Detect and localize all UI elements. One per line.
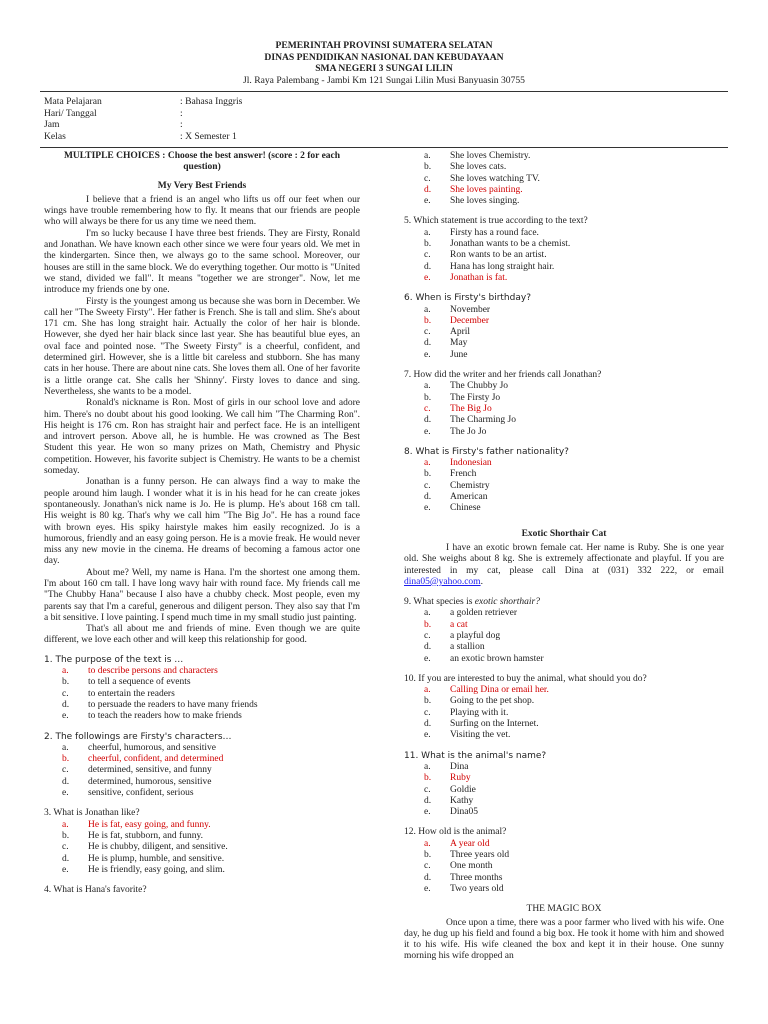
option-letter: e. <box>62 864 69 875</box>
option-letter: a. <box>424 151 431 161</box>
answer-option[interactable] <box>404 719 724 730</box>
option-text: Chinese <box>450 503 481 514</box>
answer-option[interactable] <box>404 642 724 653</box>
answer-option[interactable] <box>404 785 724 796</box>
option-text: The Big Jo <box>450 403 492 414</box>
option-letter: e. <box>424 730 431 741</box>
answer-option[interactable] <box>44 865 360 876</box>
story-paragraph: That's all about me and friends of mine. Even though we are quite different, we love each other and will keep this relationship for good. <box>44 624 360 646</box>
answer-option[interactable] <box>404 262 724 273</box>
option-text: The Charming Jo <box>450 415 516 426</box>
answer-option[interactable] <box>404 608 724 619</box>
story-paragraph: I'm so lucky because I have three best friends. They are Firsty, Ronald and Jonathan. We have known each other since we were four years old. We met in the kindergarten. Since then, we always go to the same school. Moreover, our houses are still in the same block. We do everything together. Our motto is "United we stand, divided we fall". It means "together we are stronger". Now, let me introduce my friends one by one. <box>44 228 360 296</box>
question <box>404 293 724 361</box>
answer-option[interactable] <box>44 765 360 776</box>
option-text: a cat <box>450 619 468 630</box>
story-title: Exotic Shorthair Cat <box>521 528 607 539</box>
option-text: May <box>450 338 468 349</box>
question-text <box>404 674 724 685</box>
option-letter: a. <box>62 742 69 753</box>
answer-option[interactable] <box>404 730 724 741</box>
story-text: I have an exotic brown female cat. Her name is Ruby. She is one year old. She weighs about 8 kg. She is extremely affectionate and playful. If you are interested in my cat, please call Dina at (031) 332 222, or email <box>404 542 724 576</box>
question-text <box>404 293 724 304</box>
option-text: Dina05 <box>450 807 478 818</box>
letterhead-address: Jl. Raya Palembang - Jambi Km 121 Sungai Lilin Musi Banyuasin 30755 <box>243 74 525 86</box>
option-text: a golden retriever <box>450 608 517 619</box>
answer-option[interactable] <box>404 685 724 696</box>
option-letter: d. <box>424 795 432 806</box>
option-text: She loves painting. <box>450 184 523 195</box>
info-value: : <box>180 107 183 119</box>
question <box>404 827 724 895</box>
option-text: to tell a sequence of events <box>88 677 191 688</box>
option-text: Ron wants to be an artist. <box>450 250 547 261</box>
question <box>44 655 360 723</box>
answer-option[interactable] <box>44 754 360 765</box>
letterhead-line-1: PEMERINTAH PROVINSI SUMATERA SELATAN <box>275 40 493 51</box>
answer-option[interactable] <box>404 151 724 162</box>
answer-option[interactable] <box>404 338 724 349</box>
answer-option[interactable] <box>44 666 360 677</box>
question-text <box>44 808 360 819</box>
question <box>404 751 724 819</box>
info-key: Mata Pelajaran <box>44 96 102 107</box>
option-letter: e. <box>62 711 69 722</box>
option-text: cheerful, humorous, and sensitive <box>88 742 216 753</box>
option-text: The Chubby Jo <box>450 381 509 392</box>
answer-option[interactable] <box>404 839 724 850</box>
question <box>404 597 724 665</box>
answer-option[interactable] <box>404 873 724 884</box>
option-letter: e. <box>424 883 431 894</box>
option-text: He is friendly, easy going, and slim. <box>88 864 225 875</box>
question-text <box>44 655 360 666</box>
answer-option[interactable] <box>404 250 724 261</box>
option-text: Two years old <box>450 883 504 894</box>
option-text: Three months <box>450 872 503 883</box>
option-letter: c. <box>424 707 431 718</box>
option-letter: e. <box>424 807 431 818</box>
story-paragraph: Jonathan is a funny person. He can always find a way to make the people around him laugh. I wonder what it is in his head for he can create jokes spontaneously. Jonathan's nick name is Jo. He is plump. He's about 168 cm tall. His weight is 80 kg. That's why we call him "The Big Jo". He has a round face with brown eyes. His spiky hairstyle makes him easily recognized. Jo is a humorous, friendly and an easy going person. He is a movie freak. He would never miss any new movie in the cinema. He dreams of becoming a famous actor one day. <box>44 477 360 567</box>
story-body <box>44 195 360 647</box>
answer-option[interactable] <box>404 239 724 250</box>
option-text: June <box>450 349 468 360</box>
story-body: Once upon a time, there was a poor farmer who lived with his wife. One day, he dug up his field and found a big box. He took it home with him and showed it to his wife. His wife cleaned the box and kept it in their house. One sunny morning his wife dropped an <box>404 917 724 962</box>
question-stem: 9. What species is <box>404 597 475 608</box>
option-letter: b. <box>62 754 70 765</box>
story-title: THE MAGIC BOX <box>526 904 602 915</box>
question <box>404 370 724 438</box>
option-text: December <box>450 315 490 326</box>
answer-option[interactable] <box>404 415 724 426</box>
option-letter: c. <box>424 630 431 641</box>
option-text: sensitive, confident, serious <box>88 788 194 799</box>
option-letter: b. <box>424 239 432 250</box>
question-text <box>44 732 360 743</box>
option-text: Ruby <box>450 773 471 784</box>
answer-option[interactable] <box>44 743 360 754</box>
option-letter: e. <box>424 653 431 664</box>
answer-option[interactable] <box>404 631 724 642</box>
answer-option[interactable] <box>44 677 360 688</box>
option-letter: c. <box>424 403 431 414</box>
story-paragraph: About me? Well, my name is Hana. I'm the shortest one among them. I'm about 160 cm tall. I have long wavy hair with round face. My friends call me "The Chubby Hana" because I also have a chubby check. Most people, even my parents say that I'm a careful, generous and diligent person. They also say that I'm a bit sensitive. I love painting. I spend much time in my small studio just painting. <box>44 567 360 623</box>
option-letter: e. <box>62 788 69 799</box>
option-text: to persuade the readers to have many friends <box>88 699 258 710</box>
answer-option[interactable] <box>404 404 724 415</box>
option-letter: b. <box>62 830 70 841</box>
option-text: French <box>450 469 477 480</box>
info-key: Kelas <box>44 130 66 142</box>
option-text: The Jo Jo <box>450 426 487 437</box>
option-text: determined, humorous, sensitive <box>88 776 212 787</box>
option-text: to describe persons and characters <box>88 666 218 677</box>
option-text: Dina <box>450 761 469 772</box>
answer-option[interactable] <box>404 620 724 631</box>
answer-option[interactable] <box>404 316 724 327</box>
story-paragraph: I believe that a friend is an angel who lifts us off our feet when our wings have trouble remembering how to fly. It means that our friends are people who will always be there for us any time we need them. <box>44 194 360 228</box>
right-column <box>404 151 724 963</box>
option-letter: a. <box>62 666 69 677</box>
answer-option[interactable] <box>404 228 724 239</box>
option-text: She loves Chemistry. <box>450 151 531 161</box>
question-list-left <box>44 655 360 897</box>
letterhead <box>0 40 768 86</box>
answer-option[interactable] <box>404 481 724 492</box>
info-rule <box>40 147 728 148</box>
option-letter: d. <box>62 853 70 864</box>
option-letter: a. <box>424 381 431 392</box>
option-text: Firsty has a round face. <box>450 227 539 238</box>
answer-option[interactable] <box>404 773 724 784</box>
option-letter: a. <box>424 685 431 696</box>
story-body <box>404 543 724 588</box>
option-letter: d. <box>62 699 70 710</box>
question <box>44 808 360 876</box>
option-letter: e. <box>424 503 431 514</box>
answer-option[interactable] <box>44 711 360 722</box>
question <box>44 885 360 896</box>
answer-option[interactable] <box>44 689 360 700</box>
option-letter: b. <box>424 469 432 480</box>
question-text <box>404 597 724 608</box>
answer-option[interactable] <box>404 796 724 807</box>
option-text: Three years old <box>450 850 510 861</box>
letterhead-line-2: DINAS PENDIDIKAN NASIONAL DAN KEBUDAYAAN <box>264 51 504 63</box>
info-row <box>44 131 242 143</box>
option-text: Kathy <box>450 795 474 806</box>
option-letter: b. <box>424 315 432 326</box>
option-letter: a. <box>424 838 431 849</box>
question-stem: 12. How old is the animal? <box>404 827 507 838</box>
question-stem: 8. What is Firsty's father nationality? <box>404 446 569 457</box>
option-text: Calling Dina or email her. <box>450 685 549 696</box>
info-row <box>44 108 242 120</box>
info-row <box>44 119 242 131</box>
option-letter: b. <box>424 696 432 707</box>
question-stem: 5. Which statement is true according to the text? <box>404 216 588 227</box>
option-text: Chemistry <box>450 480 490 491</box>
answer-option[interactable] <box>404 305 724 316</box>
option-text: The Firsty Jo <box>450 392 501 403</box>
option-text: One month <box>450 861 493 872</box>
question <box>404 216 724 284</box>
answer-option[interactable] <box>404 174 724 185</box>
question-text <box>404 216 724 227</box>
option-letter: e. <box>424 196 431 207</box>
question-stem: 2. The followings are Firsty's characters… <box>44 731 232 742</box>
answer-option[interactable] <box>404 503 724 514</box>
option-text: Jonathan is fat. <box>450 272 508 283</box>
option-text: A year old <box>450 838 490 849</box>
option-letter: e. <box>424 426 431 437</box>
option-letter: c. <box>62 842 69 853</box>
answer-option[interactable] <box>404 327 724 338</box>
option-text: American <box>450 492 488 503</box>
option-letter: e. <box>424 272 431 283</box>
option-text: She loves cats. <box>450 162 507 173</box>
option-text: November <box>450 304 491 315</box>
question-list-right-2 <box>404 597 724 895</box>
answer-option[interactable] <box>44 777 360 788</box>
answer-option[interactable] <box>44 854 360 865</box>
story-paragraph: Ronald's nickname is Ron. Most of girls in our school love and adore him. There's no doubt about his good looking. We call him "The Charming Ron". His height is 176 cm. Ron has straight hair and perfect face. He is an intelligent and introvert person. Above all, he is humble. He was crowned as The Best Student this year. He won so many prizes on Math, Chemistry and Physic competition. However, his favorite subject is Chemistry. He wants to be a chemist someday. <box>44 398 360 477</box>
option-letter: d. <box>424 184 432 195</box>
letterhead-line-3: SMA NEGERI 3 SUNGAI LILIN <box>315 63 453 74</box>
answer-option[interactable] <box>404 492 724 503</box>
email-link[interactable]: dina05@yahoo.com <box>404 576 481 587</box>
option-letter: a. <box>424 608 431 619</box>
question-stem: 11. What is the animal's name? <box>404 750 547 761</box>
answer-option[interactable] <box>404 185 724 196</box>
option-text: Goldie <box>450 784 476 795</box>
option-text: He is fat, easy going, and funny. <box>88 819 211 830</box>
answer-option[interactable] <box>44 842 360 853</box>
question-stem: 10. If you are interested to buy the animal, what should you do? <box>404 673 647 684</box>
exam-info <box>44 96 242 142</box>
option-letter: d. <box>424 719 432 730</box>
answer-option[interactable] <box>404 469 724 480</box>
answer-option[interactable] <box>404 427 724 438</box>
answer-option[interactable] <box>404 458 724 469</box>
option-text: Indonesian <box>450 458 492 469</box>
header-rule <box>40 91 728 92</box>
option-letter: c. <box>62 688 69 699</box>
answer-option[interactable] <box>404 196 724 207</box>
option-letter: d. <box>62 776 70 787</box>
option-text: a stallion <box>450 642 485 653</box>
option-letter: d. <box>424 492 432 503</box>
answer-option[interactable] <box>404 850 724 861</box>
option-letter: d. <box>424 642 432 653</box>
question-text <box>404 751 724 762</box>
option-text: She loves watching TV. <box>450 173 540 184</box>
question <box>404 151 724 207</box>
answer-option[interactable] <box>404 696 724 707</box>
answer-option[interactable] <box>404 273 724 284</box>
question-stem: 6. When is Firsty's birthday? <box>404 293 531 304</box>
option-letter: d. <box>424 338 432 349</box>
option-text: He is fat, stubborn, and funny. <box>88 830 203 841</box>
question-list-right <box>404 151 724 515</box>
info-key: Hari/ Tanggal <box>44 107 97 119</box>
option-text: Jonathan wants to be a chemist. <box>450 239 571 250</box>
option-letter: c. <box>424 173 431 184</box>
option-text: Playing with it. <box>450 707 509 718</box>
info-value: : <box>180 119 183 130</box>
option-letter: c. <box>62 765 69 776</box>
option-text: He is chubby, diligent, and sensitive. <box>88 842 228 853</box>
option-letter: b. <box>424 850 432 861</box>
option-letter: a. <box>424 761 431 772</box>
info-value: : X Semester 1 <box>180 130 237 142</box>
option-text: Surfing on the Internet. <box>450 719 539 730</box>
question-text <box>404 370 724 381</box>
option-letter: c. <box>424 327 431 338</box>
story-title: My Very Best Friends <box>157 180 247 191</box>
option-letter: a. <box>424 227 431 238</box>
answer-option[interactable] <box>404 708 724 719</box>
question <box>404 447 724 515</box>
option-letter: b. <box>424 619 432 630</box>
option-letter: b. <box>424 392 432 403</box>
question <box>44 732 360 800</box>
option-letter: e. <box>424 349 431 360</box>
answer-option[interactable] <box>44 788 360 799</box>
answer-option[interactable] <box>404 393 724 404</box>
option-letter: c. <box>424 480 431 491</box>
question-stem-italic: exotic shorthair? <box>474 597 540 608</box>
option-text: Hana has long straight hair. <box>450 261 555 272</box>
option-letter: c. <box>424 861 431 872</box>
left-column <box>44 151 360 896</box>
question-stem: 7. How did the writer and her friends call Jonathan? <box>404 370 602 381</box>
question-stem: 1. The purpose of the text is … <box>44 654 184 665</box>
answer-option[interactable] <box>404 654 724 665</box>
option-text: Going to the pet shop. <box>450 696 535 707</box>
instruction: MULTIPLE CHOICES : Choose the best answer! (score : 2 for each question) <box>63 151 341 173</box>
answer-option[interactable] <box>404 350 724 361</box>
question-text <box>44 885 360 896</box>
option-letter: b. <box>424 162 432 173</box>
option-letter: b. <box>62 677 70 688</box>
option-letter: a. <box>62 819 69 830</box>
option-letter: c. <box>424 250 431 261</box>
option-text: cheerful, confident, and determined <box>88 754 224 765</box>
option-letter: b. <box>424 773 432 784</box>
answer-option[interactable] <box>404 884 724 895</box>
option-letter: d. <box>424 415 432 426</box>
question-stem: 4. What is Hana's favorite? <box>44 885 147 896</box>
story-text-end: . <box>480 576 483 587</box>
option-text: to entertain the readers <box>88 688 175 699</box>
option-letter: a. <box>424 458 431 469</box>
option-text: Visiting the vet. <box>450 730 511 741</box>
info-value: : Bahasa Inggris <box>180 96 243 107</box>
question <box>404 674 724 742</box>
answer-option[interactable] <box>44 820 360 831</box>
answer-option[interactable] <box>404 381 724 392</box>
option-text: to teach the readers how to make friends <box>88 711 242 722</box>
story-paragraph: Firsty is the youngest among us because she was born in December. We call her "The Sweety Firsty". Her father is French. She is tall and slim. She's about 171 cm. She has long straight hair. Actually the color of her hair is blonde. However, she dyed her hair black since last year. She has beautiful blue eyes, an oval face and pointed nose. "The Sweety Firsty" is a cheerful, confident, and determined girl. However, she is a little bit careless and stubborn. She has many cats in her house. There are about nine cats. She loves them all. One of her favorite is a little orange cat. She calls her 'Shinny'. Firsty loves to dance and sing. Nevertheless, she wants to be a model. <box>44 296 360 397</box>
answer-option[interactable] <box>404 807 724 818</box>
answer-option[interactable] <box>44 700 360 711</box>
info-row <box>44 96 242 108</box>
question-text <box>404 447 724 458</box>
answer-option[interactable] <box>404 162 724 173</box>
option-text: She loves singing. <box>450 196 520 207</box>
option-letter: a. <box>424 304 431 315</box>
option-letter: c. <box>424 784 431 795</box>
option-text: He is plump, humble, and sensitive. <box>88 853 225 864</box>
answer-option[interactable] <box>44 831 360 842</box>
option-text: determined, sensitive, and funny <box>88 765 212 776</box>
answer-option[interactable] <box>404 762 724 773</box>
info-key: Jam <box>44 119 60 130</box>
option-text: a playful dog <box>450 630 501 641</box>
question-stem: 3. What is Jonathan like? <box>44 808 140 819</box>
option-text: an exotic brown hamster <box>450 653 544 664</box>
question-text <box>404 827 724 838</box>
option-text: April <box>450 327 471 338</box>
option-letter: d. <box>424 261 432 272</box>
option-letter: d. <box>424 872 432 883</box>
answer-option[interactable] <box>404 861 724 872</box>
